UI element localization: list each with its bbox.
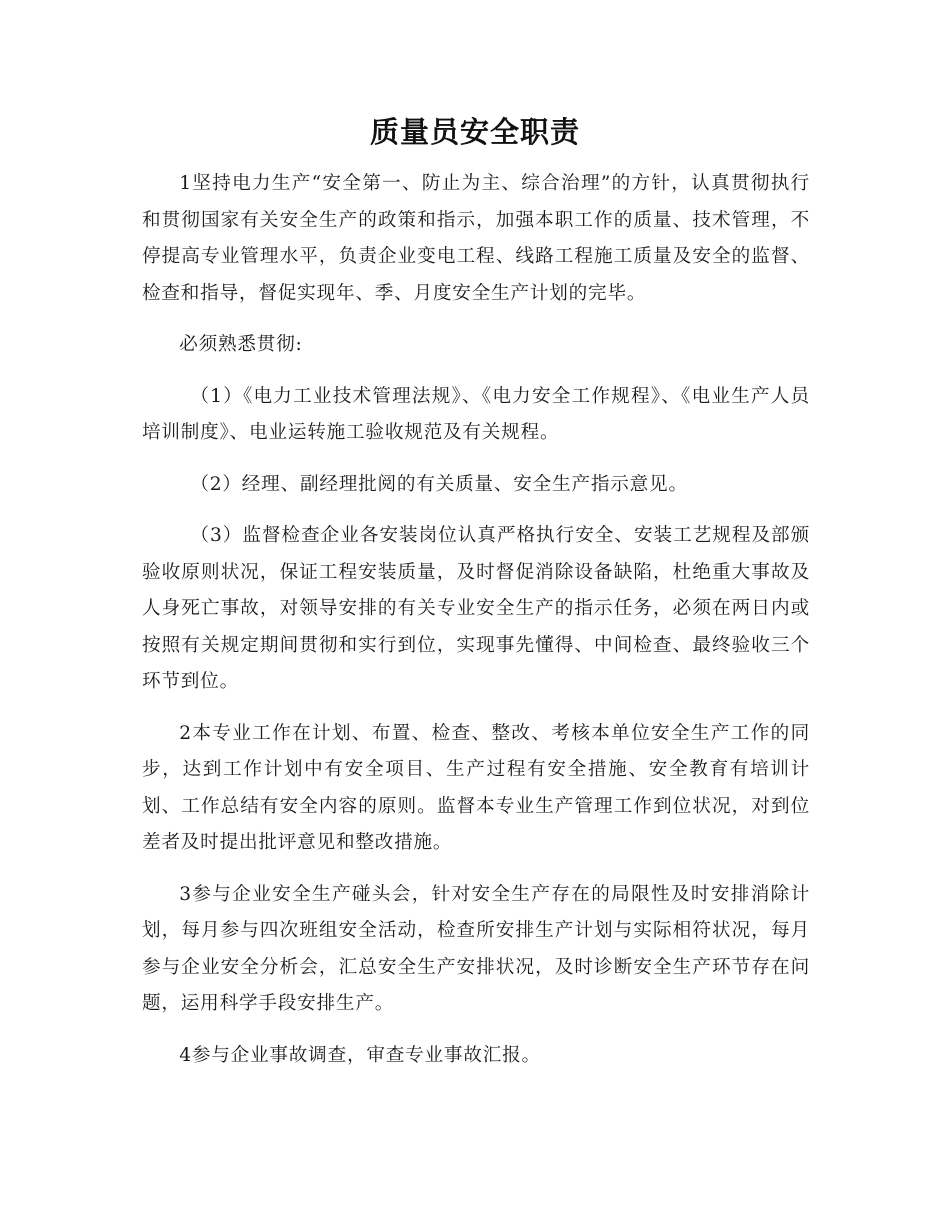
paragraph-sub-2: （2）经理、副经理批阅的有关质量、安全生产指示意见。 — [190, 473, 688, 495]
paragraph-sub-3: （3）监督检查企业各安装岗位认真严格执行安全、安装工艺规程及部颁验收原则状况，保证工程安装质量，及时督促消除设备缺陷，杜绝重大事故及人身死亡事故，对领导安排的有关专业安全生产的指示任务，必须在两日内或按照有关规定期间贯彻和实行到位，实现事先懂得、中间检查、最终验收三个环节到位。 — [142, 525, 810, 692]
paragraph-must-know: 必须熟悉贯彻: — [179, 334, 303, 355]
paragraph-4: 4参与企业事故调查，审查专业事故汇报。 — [179, 1044, 541, 1066]
document-body — [142, 166, 810, 1089]
paragraph-3: 3参与企业安全生产碰头会，针对安全生产存在的局限性及时安排消除计划，每月参与四次班组安全活动，检查所安排生产计划与实际相符状况，每月参与企业安全分析会，汇总安全生产安排状况，及时诊断安全生产环节存在问题，运用科学手段安排生产。 — [142, 883, 810, 1014]
paragraph-2: 2本专业工作在计划、布置、检查、整改、考核本单位安全生产工作的同步，达到工作计划中有安全项目、生产过程有安全措施、安全教育有培训计划、工作总结有安全内容的原则。监督本专业生产管理工作到位状况，对到位差者及时提出批评意见和整改措施。 — [142, 722, 810, 853]
paragraph-1: 1坚持电力生产“安全第一、防止为主、综合治理”的方针，认真贯彻执行和贯彻国家有关安全生产的政策和指示，加强本职工作的质量、技术管理，不停提高专业管理水平，负责企业变电工程、线路工程施工质量及安全的监督、检查和指导，督促实现年、季、月度安全生产计划的完毕。 — [142, 173, 810, 304]
paragraph-sub-1: （1）《电力工业技术管理法规》、《电力安全工作规程》、《电业生产人员培训制度》、电业运转施工验收规范及有关规程。 — [142, 385, 810, 443]
document-title: 质量员安全职责 — [369, 115, 580, 149]
